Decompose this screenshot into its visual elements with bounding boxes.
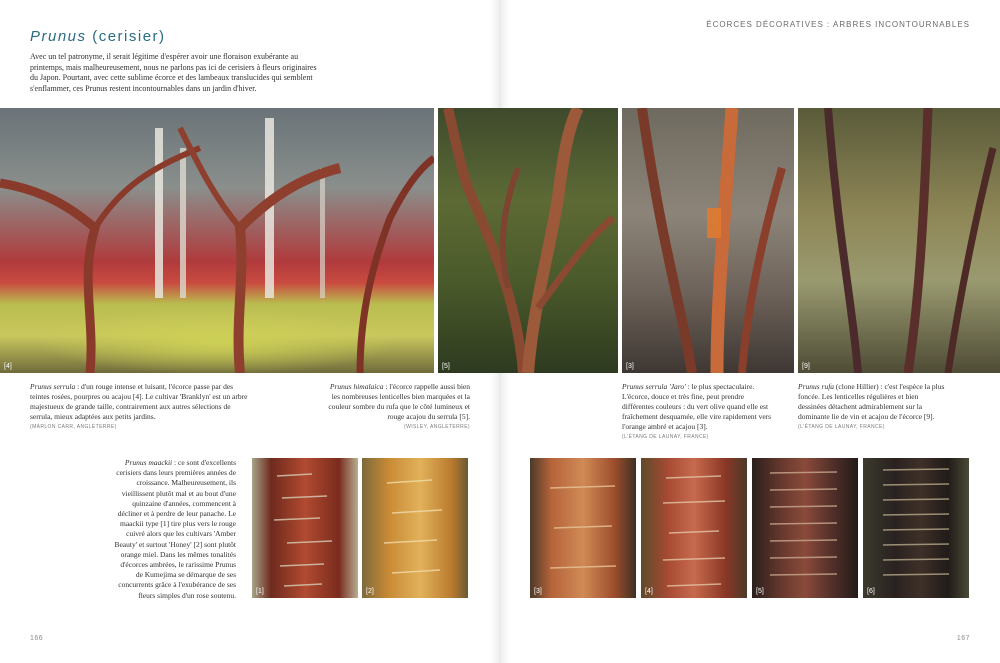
bark-photo-5 <box>752 458 858 598</box>
bark-photo-6 <box>863 458 969 598</box>
photo-number: [1] <box>256 588 264 595</box>
title-common: (cerisier) <box>92 28 166 45</box>
bark-photo-4 <box>641 458 747 598</box>
caption-prunus-himalaica <box>322 382 470 431</box>
photo-prunus-serrula-garden <box>0 108 434 373</box>
photo-number: [6] <box>867 588 875 595</box>
prunus-maackii-text <box>113 458 236 601</box>
bark-photo-3 <box>530 458 636 598</box>
page-number-right: 167 <box>956 635 970 642</box>
bark-lenticels <box>252 458 358 598</box>
photo-number: [3] <box>626 363 634 370</box>
photo-number: [4] <box>4 363 12 370</box>
photo-number: [9] <box>802 363 810 370</box>
photo-number: [2] <box>366 588 374 595</box>
photo-number: [5] <box>442 363 450 370</box>
maackii-species: Prunus maackii <box>124 458 173 467</box>
bark-photo-2 <box>362 458 468 598</box>
tree-illustration <box>438 108 618 373</box>
tree-illustration <box>0 108 434 373</box>
tree-illustration <box>798 108 1000 373</box>
caption-species: Prunus himalaica <box>329 382 384 391</box>
running-head: ÉCORCES DÉCORATIVES : ARBRES INCONTOURNABLES <box>706 20 970 29</box>
title-genus: Prunus <box>30 28 87 45</box>
bark-photo-1 <box>252 458 358 598</box>
bark-lenticels <box>752 458 858 598</box>
intro-paragraph: Avec un tel patronyme, il serait légitime d'espérer avoir une floraison exubérante au printemps, mais malheureusement, nous ne parlons pas ici de cerisiers à fleurs originaires du Japon. Pourtant, avec cette sublime écorce et des lambeaux translucides qui semblent s'enflammer, ces Prunus restent incontournables dans un jardin d'hiver. <box>30 52 317 93</box>
caption-text: : l'écorce rappelle aussi bien les nombreuses lenticelles bien marquées et la couleur sombre du rufa que le côté lumineux et rouge acajou du serrula [5]. <box>328 382 470 421</box>
caption-prunus-serrula-jaro <box>622 382 772 441</box>
caption-text: : le plus spectaculaire. L'écorce, douce et très fine, peut prendre différentes couleurs : du vert olive quand elle est fraîchement desquamée, elle vire rapidement vers l'orange ambré et acajou [3]. <box>622 382 772 431</box>
photo-prunus-serrula-jaro <box>622 108 794 373</box>
caption-credit: (MARLON CARR, ANGLETERRE) <box>30 424 117 430</box>
caption-species: Prunus serrula <box>30 382 76 391</box>
photo-prunus-rufa <box>798 108 1000 373</box>
bark-lenticels <box>641 458 747 598</box>
caption-text: (clone Hillier) : c'est l'espèce la plus foncée. Les lenticelles régulières et bien dessinées détachent admirablement sur la dominante lie de vin et acajou de l'écorce [9]. <box>798 382 945 421</box>
caption-species: Prunus rufa <box>798 382 835 391</box>
caption-species: Prunus serrula 'Jaro' <box>622 382 686 391</box>
caption-credit: (L'ÉTANG DE LAUNAY, FRANCE) <box>798 424 885 430</box>
page-title <box>30 28 166 45</box>
photo-number: [4] <box>645 588 653 595</box>
maackii-text: : ce sont d'excellents cerisiers dans leurs premières années de croissance. Malheureusement, ils vieillissent plutôt mal et au bout d'une quinzaine d'années, commencent à décliner et à perdre de leur panache. Le maackii type [1] tire plus vers le rouge cuivré alors que les cultivars 'Amber Beauty' et surtout 'Honey' [2] sont plutôt orange miel. Dans les mêmes tonalités d'écorces ambrées, le rarissime Prunus de Kumejima se démarque de ses concurrents grâce à l'exubérance de ses fleurs simples d'un rose soutenu. <box>114 458 236 600</box>
photo-prunus-himalaica <box>438 108 618 373</box>
caption-prunus-rufa <box>798 382 948 431</box>
bark-lenticels <box>530 458 636 598</box>
caption-credit: (L'ÉTANG DE LAUNAY, FRANCE) <box>622 434 709 440</box>
bark-lenticels <box>362 458 468 598</box>
photo-number: [3] <box>534 588 542 595</box>
caption-credit: (WISLEY, ANGLETERRE) <box>404 424 470 430</box>
page-number-left: 166 <box>30 635 44 642</box>
tree-illustration <box>622 108 794 373</box>
photo-number: [5] <box>756 588 764 595</box>
caption-text: : d'un rouge intense et luisant, l'écorce passe par des teintes rosées, pourpres ou acajou [4]. Le cultivar 'Branklyn' est un arbre majestueux de grande taille, contrairement aux autres sélections de serrula, mieux adaptées aux petits jardins. <box>30 382 248 421</box>
caption-prunus-serrula <box>30 382 250 431</box>
bark-lenticels <box>863 458 969 598</box>
